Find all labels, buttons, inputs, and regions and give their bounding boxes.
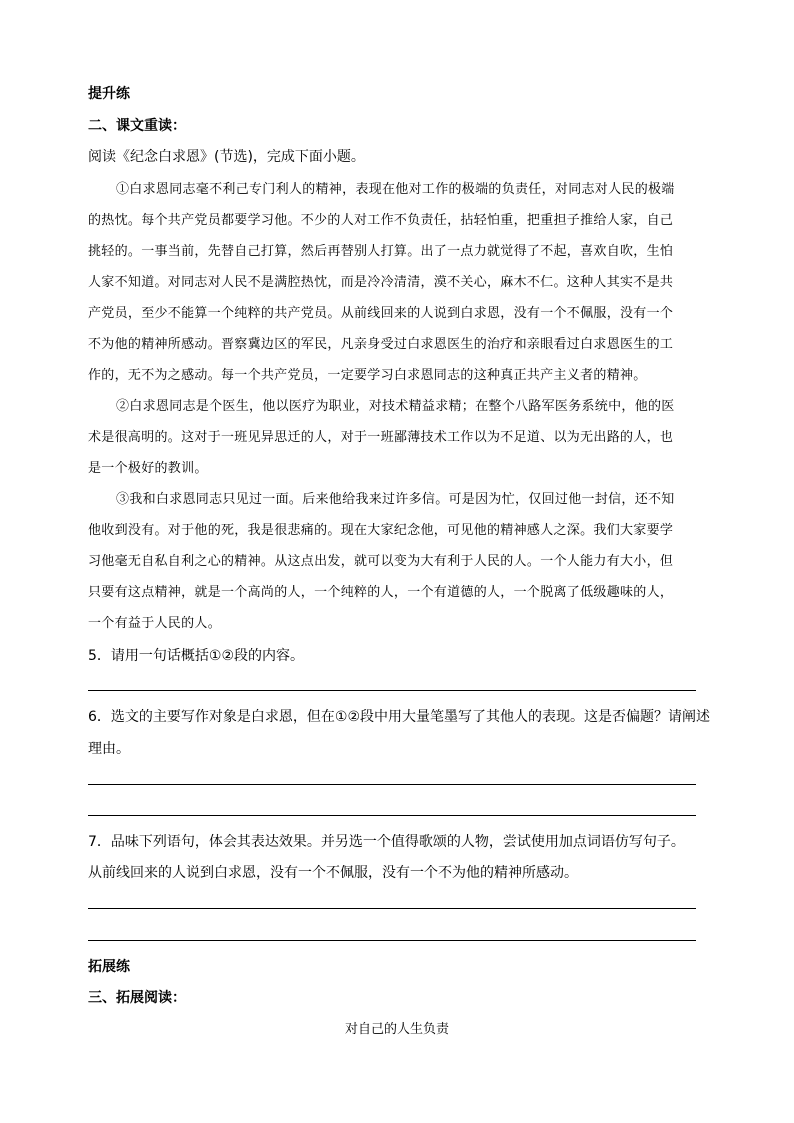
passage-line: 术是很高明的。这对于一班见异思迁的人，对于一班鄙薄技术工作以为不足道、以为无出路的人，也 [88, 430, 674, 445]
passage-line: 是一个极好的教训。 [88, 461, 208, 476]
section-heading-two: 二、课文重读： [88, 118, 186, 134]
passage-line: ③我和白求恩同志只见过一面。后来他给我来过许多信。可是因为忙，仅回过他一封信，还不知 [116, 492, 675, 507]
passage-line: 作的，无不为之感动。每一个共产党员，一定要学习白求恩同志的这种真正共产主义者的精神。 [88, 368, 647, 383]
section-heading-tisheng: 提升练 [88, 86, 130, 102]
passage-line: 不为他的精神所感动。晋察冀边区的军民，凡亲身受过白求恩医生的治疗和亲眼看过白求恩医生的工 [88, 337, 674, 352]
question-6-line2: 理由。 [88, 741, 130, 757]
passage-line: 只要有这点精神，就是一个高尚的人，一个纯粹的人，一个有道德的人，一个脱离了低级趣味的人， [88, 585, 674, 600]
section-heading-tuozhan: 拓展练 [88, 959, 130, 975]
answer-line-q6-2[interactable] [88, 815, 696, 816]
question-7-line2: 从前线回来的人说到白求恩，没有一个不佩服，没有一个不为他的精神所感动。 [88, 865, 578, 881]
question-6-line1: 6．选文的主要写作对象是白求恩，但在①②段中用大量笔墨写了其他人的表现。这是否偏题？请阐述 [88, 709, 711, 725]
question-5: 5．请用一句话概括①②段的内容。 [88, 648, 305, 664]
passage-line: 一个有益于人民的人。 [88, 616, 222, 631]
passage-line: 他收到没有。对于他的死，我是很悲痛的。现在大家纪念他，可见他的精神感人之深。我们大家要学 [88, 523, 674, 538]
passage-line: 习他毫无自私自利之心的精神。从这点出发，就可以变为大有利于人民的人。一个人能力有大小，但 [88, 554, 674, 569]
passage-line: 的热忱。每个共产党员都要学习他。不少的人对工作不负责任，拈轻怕重，把重担子推给人家，自己 [88, 213, 674, 228]
passage-line: 产党员，至少不能算一个纯粹的共产党员。从前线回来的人说到白求恩，没有一个不佩服，没有一个 [88, 306, 674, 321]
passage-line: 人家不知道。对同志对人民不是满腔热忱，而是冷冷清清，漠不关心，麻木不仁。这种人其实不是共 [88, 275, 674, 290]
question-7-line1: 7．品味下列语句，体会其表达效果。并另选一个值得歌颂的人物，尝试使用加点词语仿写句子。 [88, 834, 685, 850]
passage-line: 挑轻的。一事当前，先替自己打算，然后再替别人打算。出了一点力就觉得了不起，喜欢自吹，生怕 [88, 244, 674, 259]
answer-line-q7-2[interactable] [88, 940, 696, 941]
article-title: 对自己的人生负责 [344, 1022, 449, 1037]
answer-line-q6-1[interactable] [88, 784, 696, 785]
passage-line: ②白求恩同志是个医生，他以医疗为职业，对技术精益求精；在整个八路军医务系统中，他的医 [116, 399, 675, 414]
answer-line-q7-1[interactable] [88, 908, 696, 909]
answer-line-q5[interactable] [88, 690, 696, 691]
section-heading-three: 三、拓展阅读： [88, 990, 186, 1006]
passage-line: ①白求恩同志毫不利己专门利人的精神，表现在他对工作的极端的负责任，对同志对人民的极端 [116, 182, 675, 197]
reading-instruction: 阅读《纪念白求恩》(节选)，完成下面小题。 [88, 149, 365, 165]
